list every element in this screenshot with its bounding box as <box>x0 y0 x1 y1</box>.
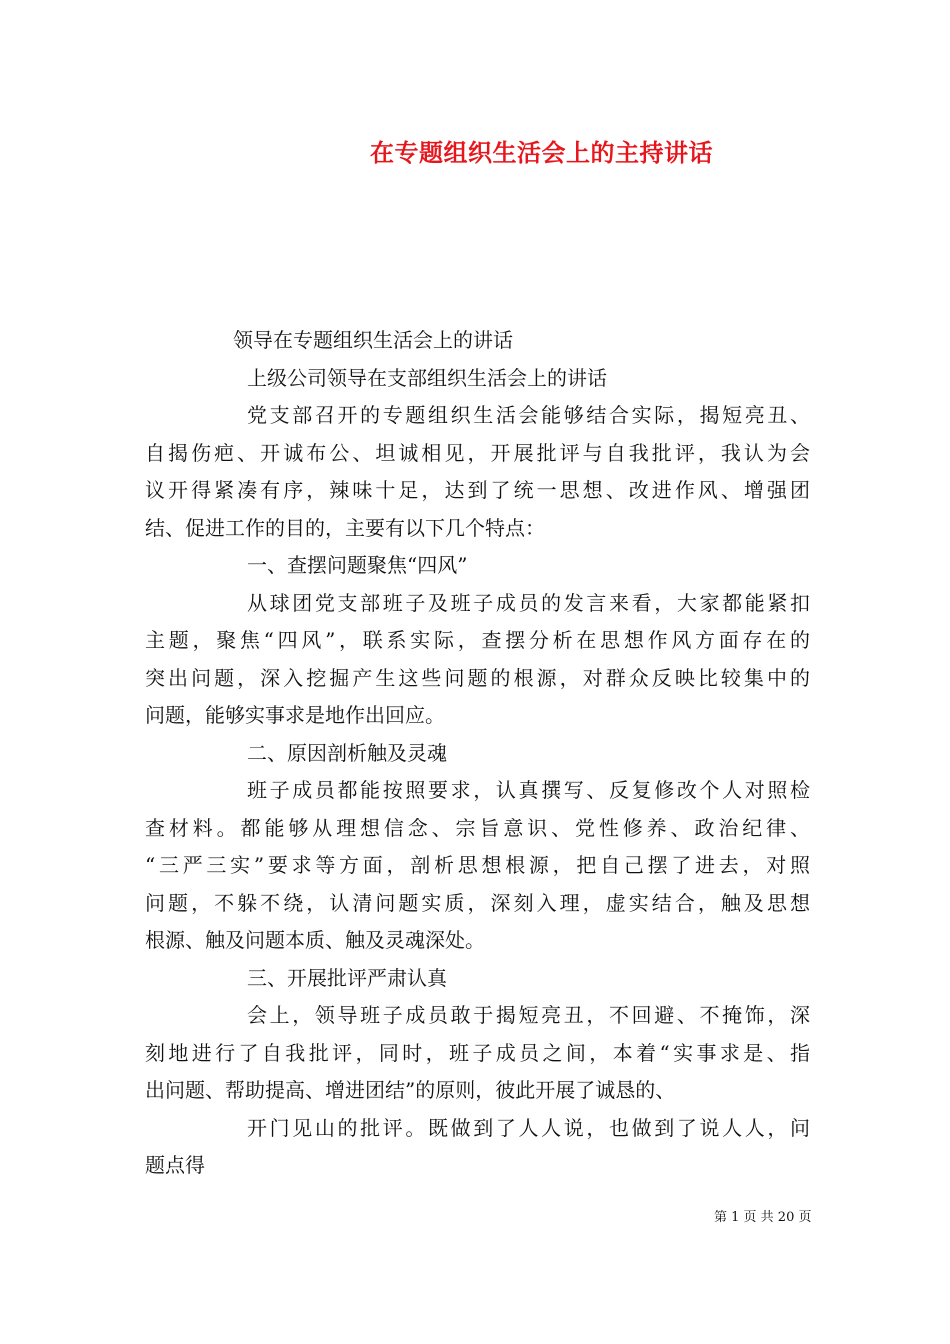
paragraph-line: “三严三实”要求等方面，剖析思想根源，把自己摆了进去，对照 <box>145 853 810 877</box>
paragraph-line: 根源、触及问题本质、触及灵魂深处。 <box>145 928 485 952</box>
paragraph-line: 从球团党支部班子及班子成员的发言来看，大家都能紧扣 <box>247 590 810 615</box>
document-title: 在专题组织生活会上的主持讲话 <box>370 138 713 167</box>
paragraph-line: 结、促进工作的目的，主要有以下几个特点： <box>145 515 545 540</box>
paragraph-line: 主题，聚焦“四风”，联系实际，查摆分析在思想作风方面存在的 <box>145 628 810 652</box>
paragraph-line: 党支部召开的专题组织生活会能够结合实际，揭短亮丑、 <box>247 403 810 427</box>
paragraph-line: 突出问题，深入挖掘产生这些问题的根源，对群众反映比较集中的 <box>145 665 810 690</box>
paragraph-line: 题点得 <box>145 1153 205 1177</box>
subtitle-line: 上级公司领导在支部组织生活会上的讲话 <box>247 365 607 390</box>
paragraph-line: 开门见山的批评。既做到了人人说，也做到了说人人，问 <box>247 1115 810 1140</box>
paragraph-line: 问题，能够实事求是地作出回应。 <box>145 703 445 727</box>
paragraph-line: 问题，不躲不绕，认清问题实质，深刻入理，虚实结合，触及思想 <box>145 890 810 915</box>
paragraph-line: 出问题、帮助提高、增进团结”的原则，彼此开展了诚恳的、 <box>145 1078 676 1102</box>
paragraph-line: 议开得紧凑有序，辣味十足，达到了统一思想、改进作风、增强团 <box>145 478 810 502</box>
page-number-footer: 第 1 页 共 20 页 <box>714 1210 812 1225</box>
paragraph-line: 班子成员都能按照要求，认真撰写、反复修改个人对照检 <box>247 778 810 802</box>
section-heading: 三、开展批评严肃认真 <box>247 965 447 990</box>
paragraph-line: 会上，领导班子成员敢于揭短亮丑，不回避、不掩饰，深 <box>247 1003 810 1027</box>
document-body <box>145 322 810 1185</box>
paragraph-line: 查材料。都能够从理想信念、宗旨意识、党性修养、政治纪律、 <box>145 815 810 840</box>
subtitle-line: 领导在专题组织生活会上的讲话 <box>233 328 513 352</box>
paragraph-line: 刻地进行了自我批评，同时，班子成员之间，本着“实事求是、指 <box>145 1040 810 1065</box>
section-heading: 二、原因剖析触及灵魂 <box>247 740 447 765</box>
section-heading: 一、查摆问题聚焦“四风” <box>247 553 468 577</box>
paragraph-line: 自揭伤疤、开诚布公、坦诚相见，开展批评与自我批评，我认为会 <box>145 440 810 465</box>
